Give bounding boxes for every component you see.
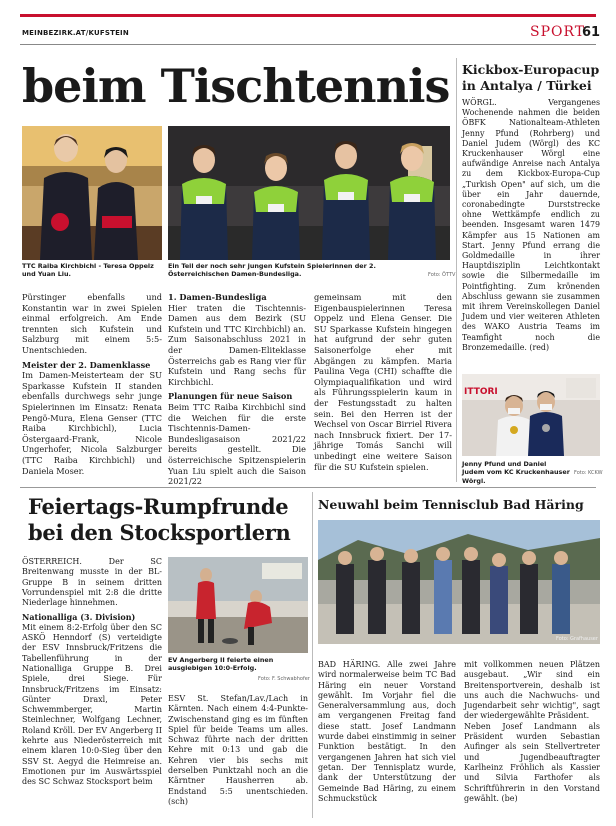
tennis-col2-p2: Neben Josef Landmann als Präsident wurden Sebastian Aufinger als sein Stellvertreter und Jugendbeauftragter Karlheinz Fröhlich als Kassier und Silvia Farthofer als Schriftführerin in den Vorstand gewählt. (be) <box>464 721 600 803</box>
main-col1 <box>22 292 162 476</box>
site-url[interactable]: MEINBEZIRK.AT/KUFSTEIN <box>22 29 129 37</box>
stock-col2-p1: ESV St. Stefan/Lav./Lach in Kärnten. Nach einem 4:4-Punkte-Zwischenstand ging es im fünften Spiel für beide Teams um alles. Schwaz führte nach der dritten Kehre mit 0:13 und gab die Kehren vier bis sechs mit derselben Punktzahl noch an die Kärntner Hausherren ab. Endstand 5:5 unentschieden. (sch) <box>168 694 308 806</box>
kickbox-body: WÖRGL. Vergangenes Wochenende nahmen die beiden ÖBFK Nationalteam-Athleten Jenny Pfund (Rohrberg) und Daniel Judem (Wörgl) des KC Kruckenhauser Wörgl eine aufwändige Anreise nach Antalya zu dem Kickbox-Europa-Cup „Turkish Open" auf sich, um die über ein Jahr dauernde, coronabedingte Durststrecke ohne Wettkämpfe endlich zu beenden. Insgesamt waren 1479 Kämpfer aus 15 Nationen am Start. Jenny Pfund errang die Goldmedaille in ihrer Hauptdisziplin Leichtkontakt sowie die Silbermedaille im Pointfighting. Zum krönenden Abschluss gewann sie zusammen mit ihrem Vereinskollegen Daniel Judem und vier weiteren Athleten des WAKO Austria Teams im Teamfight noch die Bronzemedaille. (red) <box>462 98 600 352</box>
tennis-col2 <box>464 660 600 804</box>
main-col2-p2: Beim TTC Raiba Kirchbichl sind die Weichen für die erste Tischtennis-Damen-Bundesligasaison 2021/22 bereits gestellt. Die österreichische Spitzenspielerin Yuan Liu spielt auch die Saison 2021/22 <box>168 401 306 487</box>
tennis-title: Neuwahl beim Tennisclub Bad Häring <box>318 497 584 512</box>
stock-title-line2: bei den Stocksportlern <box>28 520 291 545</box>
main-col3 <box>314 292 452 472</box>
stock-col2 <box>168 694 308 807</box>
header-rule <box>20 44 596 45</box>
section-label: SPORT <box>530 24 586 40</box>
main-col1-p1: Pürstinger ebenfalls und Konstantin war in zwei Spielen einmal erfolgreich. Am Ende trennten sich Kufstein und Salzburg mit einem 5:5-Unentschieden. <box>22 292 162 355</box>
stock-col1-p1: ÖSTERREICH. Der SC Breitenwang musste in der BL-Gruppe B in seinem dritten Vorrundenspiel mit 2:8 die dritte Niederlage hinnehmen. <box>22 557 162 608</box>
page-number: 61 <box>582 25 601 40</box>
stock-caption: EV Angerberg II feierte einen ausgiebigen 10:0-Erfolg. <box>168 656 274 673</box>
photo2-caption: Ein Teil der noch sehr jungen Kufstein Spielerinnen der 2. Österreichischen Damen-Bundesliga. <box>168 262 376 279</box>
stock-col1-p2: Mit einem 8:2-Erfolg über den SC ASKÖ Henndorf (S) verteidigte der ESV Innsbruck/Fritzens die Tabellenführung in der Nationalliga Gruppe B. Drei Spiele, drei Siege. Für Innsbruck/Fritzens im Einsatz: Günter Draxl, Peter Schwemmberger, Martin Steinlechner, Wolfgang Lechner, Roland Kröll. Der EV Angerberg II kehrte aus Niederösterreich mit einem klaren 10:0-Sieg über den SSV St. Aegyd die Heimreise an. Emotionen pur im Auswärtsspiel des SC Schwaz Stocksport beim <box>22 622 162 787</box>
section-divider <box>20 487 596 488</box>
kickbox-caption: Jenny Pfund und Daniel Judem vom KC Kruckenhauser Wörgl. <box>462 460 570 485</box>
photo-oppelz-liu <box>22 126 162 260</box>
stock-title-line1: Feiertags-Rumpfrunde <box>28 494 289 519</box>
tennis-col1 <box>318 660 456 804</box>
column-divider <box>456 58 457 482</box>
tennis-col2-p1: mit vollkommen neuen Plätzen ausgebaut. „Wir sind ein Breitensportverein, deshalb ist uns auch die Nachwuchs- und Jugendarbeit sehr wichtig", sagt der wiedergewählte Präsident. <box>464 660 600 721</box>
photo-kufstein-team <box>168 126 450 260</box>
photo-tennis <box>318 520 600 644</box>
top-rule <box>20 14 596 17</box>
stock-col1 <box>22 557 162 788</box>
main-headline: beim Tischtennis <box>22 59 450 113</box>
main-col2-p1: Hier traten die Tischtennis-Damen aus dem Bezirk (SU Kufstein und TTC Kirchbichl) an. Zum Saisonabschluss 2021 in der Damen-Eliteklasse Österreichs gab es Rang vier für Kufstein und Rang sechs für Kirchbichl. <box>168 302 306 387</box>
photo2-credit: Foto: ÖTTV <box>428 272 456 278</box>
photo-stocksport <box>168 557 308 653</box>
photo-kickbox <box>462 374 600 456</box>
main-col1-h1: Meister der 2. Damenklasse <box>22 359 151 370</box>
kickbox-credit: Foto: KCKW <box>574 470 603 476</box>
stock-col1-h1: Nationalliga (3. Division) <box>22 612 136 623</box>
main-col2-h2: Planungen für neue Saison <box>168 391 293 402</box>
tennis-credit: Foto: Grafhauser <box>556 636 598 642</box>
svg-text:ITTORI: ITTORI <box>464 387 498 397</box>
main-col2-h1: 1. Damen-Bundesliga <box>168 292 267 302</box>
kickbox-title: Kickbox-Europacup in Antalya / Türkei <box>462 62 600 93</box>
bottom-column-divider <box>312 492 313 818</box>
tennis-col1-p1: BAD HÄRING. Alle zwei Jahre wird normalerweise beim TC Bad Häring ein neuer Vorstand gewählt. Im Vorjahr fiel die Generalversammlung aus, doch am vergangenen Freitag fand diese statt. Josef Landmann wurde dabei einstimmig in seiner Funktion bestätigt. In den vergangenen Jahren hat sich viel getan. Der Tennisplatz wurde, dank der Unterstützung der Gemeinde Bad Häring, zu einem Schmuckstück <box>318 660 456 803</box>
main-col1-p2: Im Damen-Meisterteam der SU Sparkasse Kufstein II standen ebenfalls durchwegs sehr junge Spielerinnen im Einsatz: Renata Pengö-Mura, Elena Genser (TTC Raiba Kirchbichl), Lucia Östergaard-Frank, Nicole Ungerhofer, Nicola Salzburger (TTC Raiba Kirchbichl) und Daniela Moser. <box>22 370 162 476</box>
main-col2 <box>168 292 306 487</box>
main-col3-p1: gemeinsam mit den Eigenbauspielerinnen Teresa Oppelz und Elena Genser. Die SU Sparkasse Kufstein hingegen hat aufgrund der sehr guten Saisonerfolge eher mit Abgängen zu kämpfen. Maria Paulina Vega (CHI) schaffte die Olympiaqualifikation und wird als Führungsspielerin kaum in der Festungsstadt zu halten sein. Bei den Herren ist der Wechsel von Oscar Birriel Rivera nach Innsbruck fixiert. Der 17-jährige Tomás Sanchi will unbedingt eine weitere Saison für die SU Kufstein spielen. <box>314 292 452 472</box>
stock-credit: Foto: F. Schwabhofer <box>258 676 310 682</box>
photo1-caption: TTC Raiba Kirchbichl - Teresa Oppelz und Yuan Liu. <box>22 262 154 279</box>
